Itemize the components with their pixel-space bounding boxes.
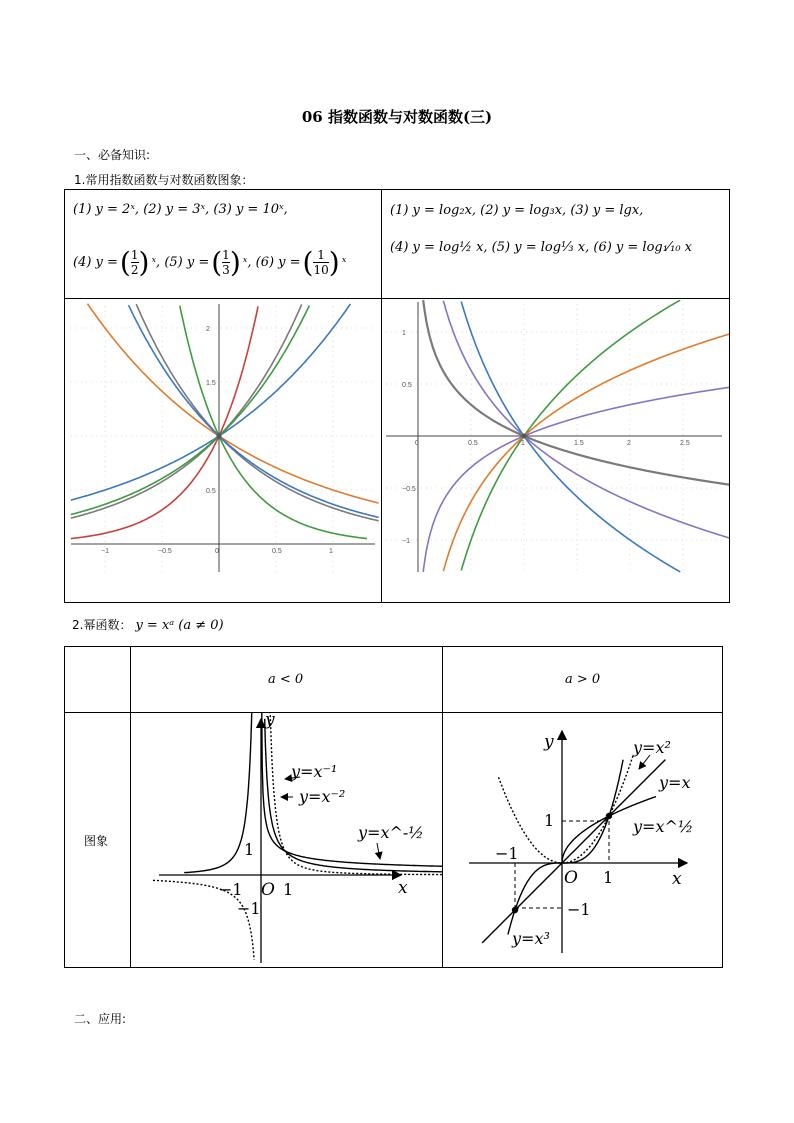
tick-1-x: 1 (283, 880, 294, 899)
curve-base-half (88, 304, 379, 503)
curve-base-2 (71, 304, 351, 500)
label-y-x3: y=x³ (512, 929, 550, 948)
curve-base-tenth (180, 306, 367, 539)
intersection-point (522, 434, 527, 439)
intersection-point (217, 434, 222, 439)
item-heading-power: 2.幂函数： y = xᵃ (a ≠ 0) (72, 618, 224, 633)
x-tick-label: 0 (215, 548, 219, 555)
tick-1-y: 1 (244, 840, 255, 859)
curve-log2 (461, 300, 680, 570)
x-tick-label: 1.5 (574, 440, 584, 447)
x-tick-label: 2 (627, 440, 631, 447)
y-tick-label: 0.5 (206, 488, 216, 495)
section-heading-application: 二、应用: (74, 1012, 127, 1026)
y-tick-label: 1 (402, 330, 406, 337)
log-formula-line1: (1) y = log₂x, (2) y = log₃x, (3) y = lgx, (390, 203, 644, 218)
curve-x2 (499, 756, 633, 863)
label-y-x-inv2: y=x⁻² (299, 787, 346, 806)
x-tick-label: 0.5 (272, 548, 282, 555)
x-tick-label: 2.5 (680, 440, 690, 447)
exponential-functions-graph (65, 300, 381, 602)
log-formula-line2: (4) y = log½ x, (5) y = log⅓ x, (6) y = log₁⁄₁₀ x (390, 240, 692, 255)
section-heading-knowledge: 一、必备知识: (74, 148, 151, 162)
curve-x-inv2-right (269, 713, 442, 875)
curve-x-invsqrt (261, 713, 442, 868)
exp-formula-line1: (1) y = 2ˣ, (2) y = 3ˣ, (3) y = 10ˣ, (73, 202, 288, 217)
label-y-x-inv: y=x⁻¹ (291, 762, 338, 781)
tick-neg1-y: −1 (237, 899, 261, 918)
curve-x-inv-right (265, 719, 442, 873)
label-y-x-invsqrt: y=x^-½ (358, 823, 424, 842)
row-label-graph: 图象 (84, 834, 109, 848)
header-a-positive: a > 0 (565, 672, 601, 687)
tick-1-x: 1 (603, 868, 614, 887)
x-tick-label: 1 (521, 440, 525, 447)
y-tick-label: 0.5 (402, 382, 412, 389)
logarithmic-functions-graph (382, 300, 729, 602)
point-1-1 (607, 814, 612, 819)
y-tick-label: −0.5 (402, 486, 416, 493)
curve-base-third (136, 304, 378, 521)
x-axis-label: x (672, 869, 682, 889)
curve-x-inv2-left (184, 713, 253, 873)
y-tick-label: −1 (402, 538, 410, 545)
x-tick-label: 0.5 (468, 440, 478, 447)
header-a-negative: a < 0 (268, 672, 304, 687)
x-tick-label: −0.5 (158, 548, 172, 555)
power-negative-graph (131, 713, 442, 967)
curve-base-10 (71, 306, 258, 538)
label-y-xsqrt: y=x^½ (633, 817, 694, 836)
exp-formula-line2: (4) y = ( 1 2 ) ˣ, (5) y = ( 1 3 ) ˣ, (6) y = ( 1 10 ) ˣ (73, 246, 347, 279)
origin-label: O (261, 880, 275, 900)
y-axis-label: y (265, 713, 275, 730)
y-tick-label: 1.5 (206, 380, 216, 387)
x-axis-label: x (398, 878, 408, 898)
x-tick-label: 0 (415, 440, 419, 447)
tick-1-y: 1 (544, 811, 555, 830)
origin-label: O (564, 868, 578, 888)
x-tick-label: −1 (101, 548, 109, 555)
point-neg1-neg1 (513, 908, 518, 913)
tick-neg1-y: −1 (567, 900, 591, 919)
power-positive-graph (443, 713, 722, 967)
label-y-x: y=x (659, 773, 691, 792)
y-tick-label: 2 (206, 326, 210, 333)
x-tick-label: 1 (329, 548, 333, 555)
y-axis-label: y (544, 732, 554, 752)
label-y-x2: y=x² (633, 738, 671, 757)
tick-neg1-x: −1 (219, 880, 243, 899)
curve-log-half (461, 302, 680, 572)
item-heading-exp-log: 1.常用指数函数与对数函数图象： (74, 173, 254, 187)
page-title: 06 指数函数与对数函数(三) (301, 108, 493, 126)
tick-neg1-x: −1 (495, 844, 519, 863)
